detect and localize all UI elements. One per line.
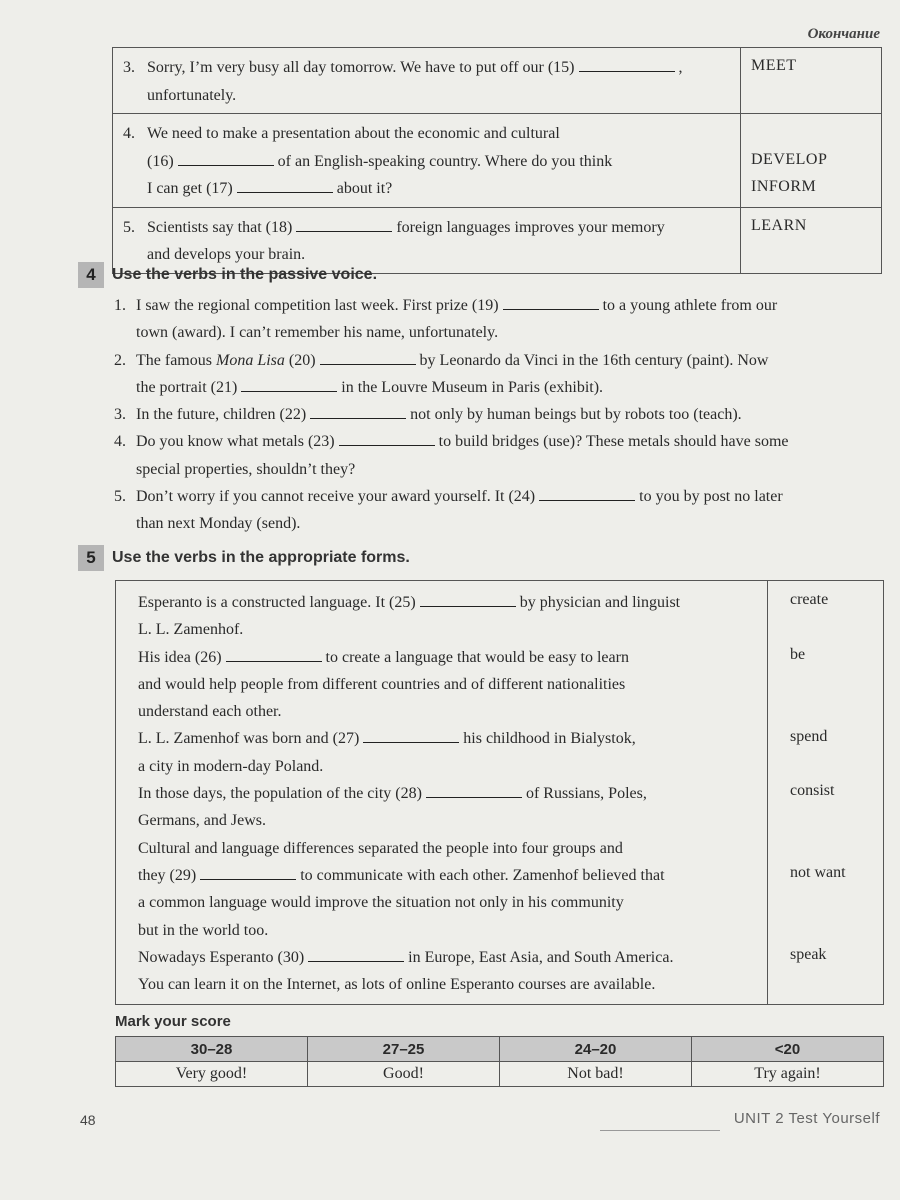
section-5-heading — [78, 545, 410, 571]
word-cell — [741, 114, 882, 208]
item-text: to a young athlete from our — [602, 297, 778, 314]
question-text: about it? — [336, 180, 393, 197]
passage-text: but in the world too. — [138, 921, 269, 939]
page-number: 48 — [80, 1112, 96, 1128]
item-text: special properties, shouldn’t they? — [136, 460, 356, 478]
answer-blank-23[interactable] — [339, 445, 435, 446]
verb-hint: speak — [790, 946, 827, 963]
item-text: town (award). I can’t remember his name, unfortunately. — [136, 324, 499, 342]
section-4-heading — [78, 262, 377, 288]
answer-blank-22[interactable] — [310, 418, 406, 419]
item-text: the portrait (21) — [136, 378, 238, 396]
table-row — [113, 114, 882, 208]
passage-text: in Europe, East Asia, and South America. — [408, 948, 674, 966]
passage-text: Germans, and Jews. — [138, 812, 266, 830]
verb-hint: consist — [790, 782, 835, 799]
item-text: to you by post no later — [639, 488, 783, 506]
passage-cell — [116, 581, 768, 1005]
key-word: DEVELOP — [751, 150, 828, 168]
verbs-cell — [768, 581, 884, 1005]
question-cell — [113, 48, 741, 114]
verb-hint: create — [790, 591, 829, 608]
passage-text: L. L. Zamenhof. — [138, 621, 244, 639]
section-number-badge: 4 — [78, 262, 104, 288]
item-number: 3. — [114, 406, 126, 424]
answer-blank-28[interactable] — [426, 797, 522, 798]
list-item — [114, 483, 884, 538]
table-row — [116, 581, 884, 1005]
unit-footer: UNIT 2 Test Yourself — [733, 1110, 880, 1127]
exercise-3-table — [112, 47, 882, 274]
verb-hint: spend — [790, 728, 828, 745]
answer-blank-15[interactable] — [579, 71, 675, 72]
item-text: to build bridges (use)? These metals should have some — [438, 433, 789, 451]
answer-blank-29[interactable] — [200, 879, 296, 880]
item-number: 4. — [123, 125, 135, 142]
question-text: I can get (17) — [147, 180, 233, 197]
item-number: 2. — [114, 351, 126, 369]
verb-hint: not want — [790, 864, 846, 881]
question-text: unfortunately. — [147, 86, 237, 104]
key-word: LEARN — [751, 216, 807, 234]
question-text: Sorry, I’m very busy all day tomorrow. We have to put off our (15) — [147, 59, 575, 76]
passage-text: In those days, the population of the city (28) — [138, 785, 422, 803]
score-grade: Try again! — [692, 1062, 884, 1087]
passage-text: and would help people from different countries and of different nationalities — [138, 675, 626, 693]
question-text: Scientists say that (18) — [147, 218, 293, 236]
passage-text: Cultural and language differences separated the people into four groups and — [138, 839, 623, 857]
score-range: 27–25 — [308, 1037, 500, 1062]
passage-text: they (29) — [138, 866, 197, 884]
list-item — [114, 428, 884, 483]
passage-text: a common language would improve the situation not only in his community — [138, 894, 624, 912]
item-number: 5. — [123, 218, 135, 236]
section-title: Use the verbs in the passive voice. — [112, 266, 378, 283]
item-text: than next Monday (send). — [136, 515, 301, 533]
table-row — [116, 1037, 884, 1062]
question-cell — [113, 114, 741, 208]
word-cell — [741, 207, 882, 273]
question-text: (16) — [147, 152, 174, 170]
exercise-5-table — [115, 580, 884, 1005]
score-grade: Not bad! — [500, 1062, 692, 1087]
list-item — [114, 292, 884, 347]
score-range: 30–28 — [116, 1037, 308, 1062]
answer-blank-16[interactable] — [178, 165, 274, 166]
passage-text: Nowadays Esperanto (30) — [138, 948, 305, 966]
section-number-badge: 5 — [78, 545, 104, 571]
item-text: (20) — [288, 351, 316, 369]
answer-blank-25[interactable] — [420, 606, 516, 607]
passage-text: understand each other. — [138, 703, 282, 721]
passage-text: by physician and linguist — [519, 594, 681, 611]
word-cell — [741, 48, 882, 114]
item-text: by Leonardo da Vinci in the 16th century (paint). Now — [419, 351, 769, 369]
passage-text: a city in modern-day Poland. — [138, 757, 324, 775]
answer-blank-30[interactable] — [308, 961, 404, 962]
score-grade: Good! — [308, 1062, 500, 1087]
score-range: <20 — [692, 1037, 884, 1062]
table-row — [113, 48, 882, 114]
footer-divider — [600, 1130, 720, 1131]
item-text: In the future, children (22) — [136, 406, 307, 424]
question-text: We need to make a presentation about the economic and cultural — [147, 125, 560, 142]
item-text: in the Louvre Museum in Paris (exhibit). — [341, 378, 604, 396]
item-text: I saw the regional competition last week. First prize (19) — [136, 297, 499, 314]
item-text: The famous — [136, 351, 212, 369]
section-title: Use the verbs in the appropriate forms. — [112, 549, 410, 566]
item-text: Don’t worry if you cannot receive your award yourself. It (24) — [136, 488, 536, 506]
answer-blank-24[interactable] — [539, 500, 635, 501]
answer-blank-26[interactable] — [226, 661, 322, 662]
answer-blank-18[interactable] — [296, 231, 392, 232]
exercise-4-list — [114, 292, 884, 538]
passage-text: to create a language that would be easy to learn — [325, 648, 629, 666]
item-number: 5. — [114, 488, 126, 506]
key-word: INFORM — [751, 178, 817, 195]
list-item — [114, 347, 884, 402]
score-range: 24–20 — [500, 1037, 692, 1062]
answer-blank-27[interactable] — [363, 742, 459, 743]
item-number: 1. — [114, 297, 126, 314]
answer-blank-20[interactable] — [320, 364, 416, 365]
passage-text: You can learn it on the Internet, as lots of online Esperanto courses are available. — [138, 976, 656, 994]
question-text: of an English-speaking country. Where do you think — [277, 152, 613, 170]
item-number: 4. — [114, 433, 126, 451]
question-text: and develops your brain. — [147, 246, 306, 263]
continuation-label: Окончание — [807, 26, 880, 42]
table-row — [116, 1062, 884, 1087]
item-number: 3. — [123, 59, 135, 76]
question-text: foreign languages improves your memory — [396, 218, 665, 236]
key-word: MEET — [751, 57, 797, 74]
passage-text: L. L. Zamenhof was born and (27) — [138, 730, 360, 748]
answer-blank-19[interactable] — [503, 309, 599, 310]
passage-text: to communicate with each other. Zamenhof believed that — [300, 866, 665, 884]
passage-text: Esperanto is a constructed language. It (25) — [138, 594, 416, 611]
question-text: , — [678, 59, 683, 76]
score-table — [115, 1036, 884, 1087]
passage-text: His idea (26) — [138, 648, 222, 666]
answer-blank-21[interactable] — [241, 391, 337, 392]
score-grade: Very good! — [116, 1062, 308, 1087]
list-item — [114, 401, 884, 428]
item-text: Do you know what metals (23) — [136, 433, 335, 451]
passage-text: of Russians, Poles, — [525, 785, 647, 803]
passage-text: his childhood in Bialystok, — [463, 730, 636, 748]
score-label: Mark your score — [115, 1013, 231, 1030]
verb-hint: be — [790, 646, 806, 663]
painting-title: Mona Lisa — [215, 351, 285, 369]
item-text: not only by human beings but by robots too (teach). — [410, 406, 742, 424]
answer-blank-17[interactable] — [237, 192, 333, 193]
